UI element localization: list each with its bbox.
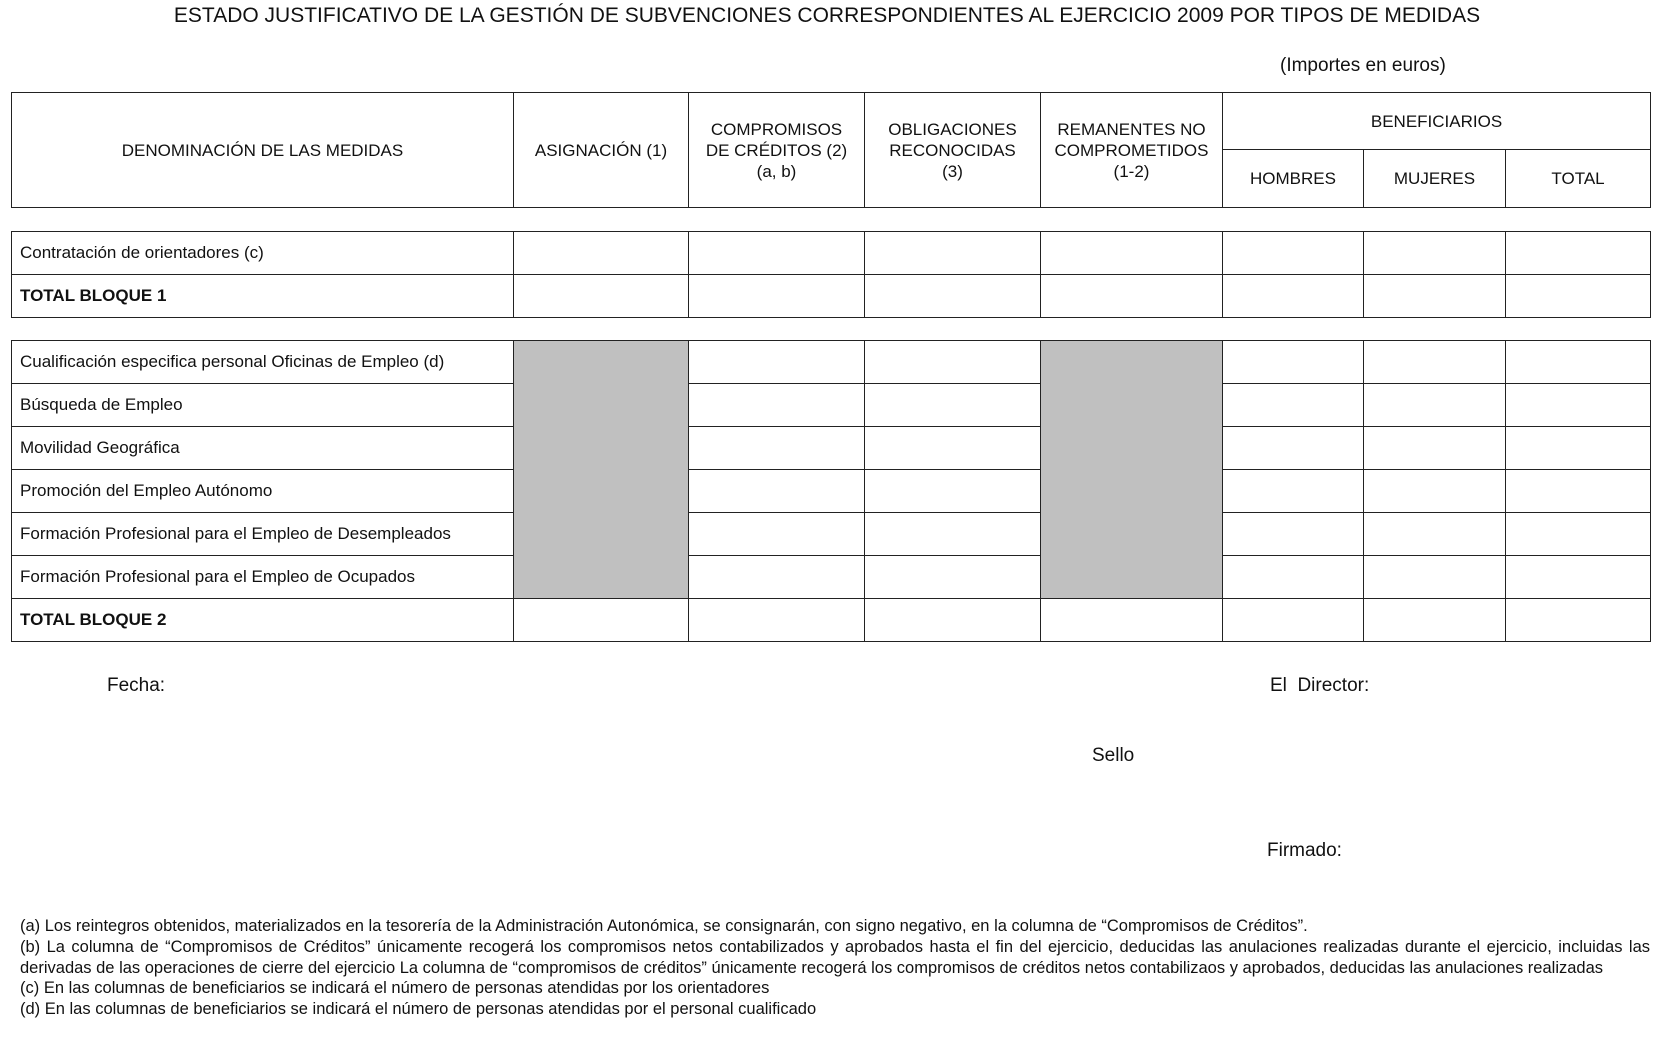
sello-label: Sello bbox=[1092, 745, 1135, 766]
header-table bbox=[11, 92, 1651, 208]
cell-obligaciones[interactable] bbox=[865, 341, 1041, 384]
cell-mujeres[interactable] bbox=[1364, 556, 1506, 599]
header-obligaciones: OBLIGACIONES RECONOCIDAS (3) bbox=[865, 93, 1041, 208]
cell-compromisos[interactable] bbox=[689, 341, 865, 384]
header-total: TOTAL bbox=[1506, 150, 1651, 208]
cell-remanentes[interactable] bbox=[1041, 275, 1223, 318]
cell-total[interactable] bbox=[1506, 341, 1651, 384]
header-beneficiarios: BENEFICIARIOS bbox=[1223, 93, 1651, 150]
cell-mujeres[interactable] bbox=[1364, 599, 1506, 642]
cell-compromisos[interactable] bbox=[689, 556, 865, 599]
cell-compromisos[interactable] bbox=[689, 599, 865, 642]
cell-obligaciones[interactable] bbox=[865, 513, 1041, 556]
cell-asignacion[interactable] bbox=[514, 275, 689, 318]
cell-compromisos[interactable] bbox=[689, 384, 865, 427]
cell-remanentes[interactable] bbox=[1041, 599, 1223, 642]
row-label: Formación Profesional para el Empleo de Desempleados bbox=[12, 513, 514, 556]
cell-mujeres[interactable] bbox=[1364, 341, 1506, 384]
cell-hombres[interactable] bbox=[1223, 275, 1364, 318]
cell-mujeres[interactable] bbox=[1364, 275, 1506, 318]
units-label: (Importes en euros) bbox=[1280, 55, 1446, 76]
page-title: ESTADO JUSTIFICATIVO DE LA GESTIÓN DE SUBVENCIONES CORRESPONDIENTES AL EJERCICIO 2009 POR TIPOS DE MEDIDAS bbox=[173, 4, 1481, 27]
cell-remanentes[interactable] bbox=[1041, 232, 1223, 275]
shaded-remanentes bbox=[1041, 341, 1223, 599]
cell-hombres[interactable] bbox=[1223, 556, 1364, 599]
firmado-label: Firmado: bbox=[1267, 840, 1342, 861]
row-label: Movilidad Geográfica bbox=[12, 427, 514, 470]
cell-compromisos[interactable] bbox=[689, 427, 865, 470]
row-label: Contratación de orientadores (c) bbox=[12, 232, 514, 275]
footnote-b: (b) La columna de “Compromisos de Créditos” únicamente recogerá los compromisos netos contabilizados y aprobados hasta el fin del ejercicio, deducidas las anulaciones realizadas durante el ejercicio, incluidas las derivadas de las operaciones de cierre del ejercicio La columna de “compromisos de créditos” únicamente recogerá los compromisos de créditos netos contabilizaos y aprobados, deducidas las anulaciones realizadas bbox=[20, 937, 1650, 977]
cell-hombres[interactable] bbox=[1223, 384, 1364, 427]
cell-total[interactable] bbox=[1506, 232, 1651, 275]
cell-mujeres[interactable] bbox=[1364, 470, 1506, 513]
cell-total[interactable] bbox=[1506, 470, 1651, 513]
cell-total[interactable] bbox=[1506, 275, 1651, 318]
row-label: Búsqueda de Empleo bbox=[12, 384, 514, 427]
table-row bbox=[12, 556, 1651, 599]
cell-hombres[interactable] bbox=[1223, 427, 1364, 470]
cell-compromisos[interactable] bbox=[689, 232, 865, 275]
cell-mujeres[interactable] bbox=[1364, 232, 1506, 275]
header-compromisos: COMPROMISOS DE CRÉDITOS (2) (a, b) bbox=[689, 93, 865, 208]
cell-obligaciones[interactable] bbox=[865, 470, 1041, 513]
cell-total[interactable] bbox=[1506, 513, 1651, 556]
table-row bbox=[12, 341, 1651, 384]
row-label: Promoción del Empleo Autónomo bbox=[12, 470, 514, 513]
cell-total[interactable] bbox=[1506, 556, 1651, 599]
cell-hombres[interactable] bbox=[1223, 470, 1364, 513]
cell-asignacion[interactable] bbox=[514, 599, 689, 642]
table-row bbox=[12, 427, 1651, 470]
cell-hombres[interactable] bbox=[1223, 232, 1364, 275]
footnote-c: (c) En las columnas de beneficiarios se indicará el número de personas atendidas por los orientadores bbox=[20, 979, 770, 998]
fecha-label: Fecha: bbox=[107, 675, 166, 696]
table-row bbox=[12, 513, 1651, 556]
cell-total[interactable] bbox=[1506, 427, 1651, 470]
cell-mujeres[interactable] bbox=[1364, 513, 1506, 556]
footnote-a: (a) Los reintegros obtenidos, materializados en la tesorería de la Administración Autonómica, se consignarán, con signo negativo, en la columna de “Compromisos de Créditos”. bbox=[20, 917, 1308, 935]
cell-obligaciones[interactable] bbox=[865, 384, 1041, 427]
header-remanentes: REMANENTES NO COMPROMETIDOS (1-2) bbox=[1041, 93, 1223, 208]
header-denominacion: DENOMINACIÓN DE LAS MEDIDAS bbox=[12, 93, 514, 208]
cell-compromisos[interactable] bbox=[689, 275, 865, 318]
header-mujeres: MUJERES bbox=[1364, 150, 1506, 208]
cell-compromisos[interactable] bbox=[689, 513, 865, 556]
shaded-asignacion bbox=[514, 341, 689, 599]
row-label: Formación Profesional para el Empleo de Ocupados bbox=[12, 556, 514, 599]
bloque2-table bbox=[11, 340, 1651, 642]
header-asignacion: ASIGNACIÓN (1) bbox=[514, 93, 689, 208]
table-row bbox=[12, 384, 1651, 427]
cell-mujeres[interactable] bbox=[1364, 427, 1506, 470]
bloque1-table bbox=[11, 231, 1651, 318]
cell-total[interactable] bbox=[1506, 384, 1651, 427]
footnotes bbox=[20, 916, 1650, 1020]
row-label: Cualificación especifica personal Oficinas de Empleo (d) bbox=[12, 341, 514, 384]
cell-obligaciones[interactable] bbox=[865, 232, 1041, 275]
table-row bbox=[12, 232, 1651, 275]
cell-total[interactable] bbox=[1506, 599, 1651, 642]
cell-compromisos[interactable] bbox=[689, 470, 865, 513]
footnote-d: (d) En las columnas de beneficiarios se indicará el número de personas atendidas por el personal cualificado bbox=[20, 1000, 817, 1019]
cell-asignacion[interactable] bbox=[514, 232, 689, 275]
cell-obligaciones[interactable] bbox=[865, 599, 1041, 642]
cell-obligaciones[interactable] bbox=[865, 427, 1041, 470]
director-label: El Director: bbox=[1270, 675, 1370, 696]
cell-hombres[interactable] bbox=[1223, 599, 1364, 642]
cell-obligaciones[interactable] bbox=[865, 275, 1041, 318]
total-label: TOTAL BLOQUE 1 bbox=[12, 275, 514, 318]
cell-hombres[interactable] bbox=[1223, 513, 1364, 556]
cell-hombres[interactable] bbox=[1223, 341, 1364, 384]
header-hombres: HOMBRES bbox=[1223, 150, 1364, 208]
cell-mujeres[interactable] bbox=[1364, 384, 1506, 427]
table-row bbox=[12, 470, 1651, 513]
cell-obligaciones[interactable] bbox=[865, 556, 1041, 599]
total-label: TOTAL BLOQUE 2 bbox=[12, 599, 514, 642]
total-row bbox=[12, 599, 1651, 642]
total-row bbox=[12, 275, 1651, 318]
